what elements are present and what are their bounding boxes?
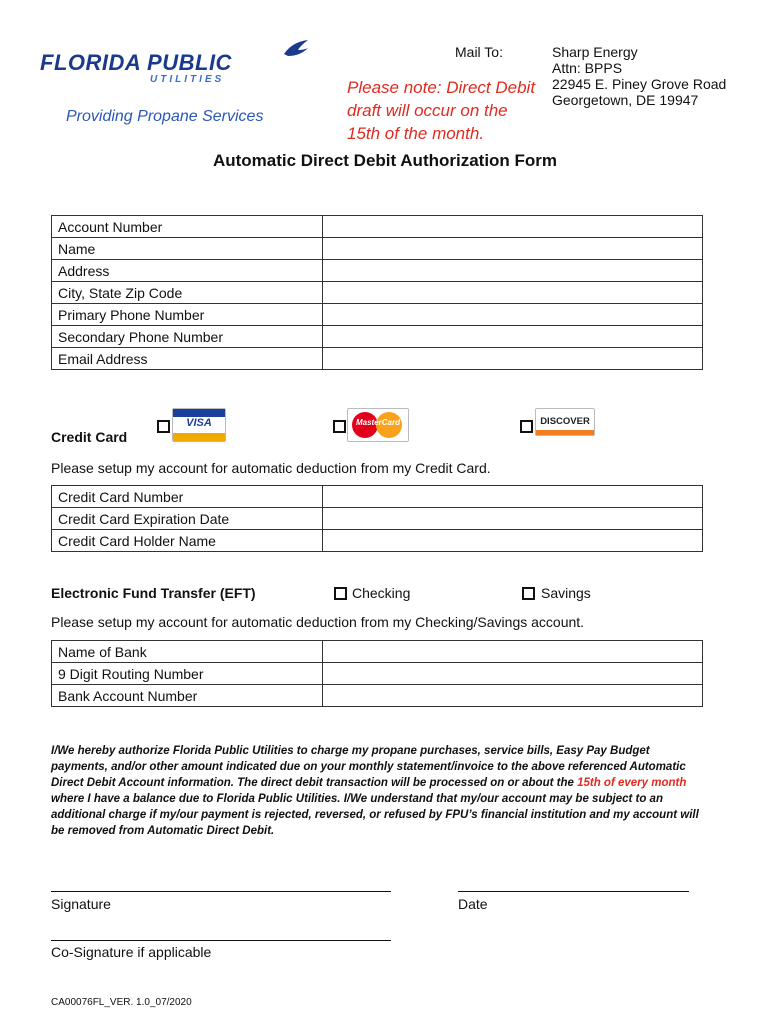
cosignature-line[interactable] — [51, 940, 391, 941]
table-row — [52, 326, 703, 348]
address-line: 22945 E. Piney Grove Road — [552, 76, 727, 92]
routing-number-input[interactable] — [323, 663, 703, 685]
field-label: Email Address — [52, 348, 323, 370]
mastercard-checkbox[interactable] — [333, 420, 346, 433]
address-line: Sharp Energy — [552, 44, 638, 60]
visa-checkbox[interactable] — [157, 420, 170, 433]
field-label: Credit Card Number — [52, 486, 323, 508]
table-row — [52, 508, 703, 530]
field-label: Name of Bank — [52, 641, 323, 663]
field-label: Secondary Phone Number — [52, 326, 323, 348]
mailing-address — [552, 44, 726, 108]
form-title: Automatic Direct Debit Authorization Form — [212, 151, 558, 170]
bank-name-input[interactable] — [323, 641, 703, 663]
field-label: Credit Card Holder Name — [52, 530, 323, 552]
address-line: Georgetown, DE 19947 — [552, 92, 699, 108]
savings-checkbox[interactable] — [522, 587, 535, 600]
field-label: Account Number — [52, 216, 323, 238]
table-row — [52, 663, 703, 685]
company-tagline: Providing Propane Services — [66, 108, 264, 125]
table-row — [52, 348, 703, 370]
secondary-phone-input[interactable] — [323, 326, 703, 348]
table-row — [52, 641, 703, 663]
company-logo-wordmark: FLORIDA PUBLIC — [40, 50, 232, 75]
bird-logo-icon — [282, 38, 310, 60]
eft-instruction: Please setup my account for automatic deduction from my Checking/Savings account. — [51, 614, 585, 630]
draft-date-note: Please note: Direct Debit draft will occur on the 15th of the month. — [347, 78, 536, 143]
account-info-table — [51, 215, 703, 370]
table-row — [52, 238, 703, 260]
date-line[interactable] — [458, 891, 689, 892]
field-label: Address — [52, 260, 323, 282]
visa-card-icon — [172, 408, 226, 442]
address-line: Attn: BPPS — [552, 60, 623, 76]
discover-logo-text: DISCOVER — [540, 416, 590, 427]
field-label: 9 Digit Routing Number — [52, 663, 323, 685]
cosignature-label: Co-Signature if applicable — [51, 944, 212, 960]
field-label: Primary Phone Number — [52, 304, 323, 326]
signature-label: Signature — [51, 896, 111, 912]
authorization-text: where I have a balance due to Florida Public Utilities. I/We understand that my/our account may be subject to an additional charge if my/our payment is rejected, reversed, or refused by FPU’s financial institution and my account will be removed from Automatic Direct Debit. — [51, 793, 699, 837]
visa-logo-text: VISA — [186, 417, 212, 429]
eft-heading: Electronic Fund Transfer (EFT) — [51, 585, 256, 601]
form-version: CA00076FL_VER. 1.0_07/2020 — [51, 997, 192, 1008]
bank-account-input[interactable] — [323, 685, 703, 707]
card-number-input[interactable] — [323, 486, 703, 508]
mail-to-label: Mail To: — [455, 44, 503, 60]
address-input[interactable] — [323, 260, 703, 282]
field-label: Credit Card Expiration Date — [52, 508, 323, 530]
table-row — [52, 685, 703, 707]
city-state-zip-input[interactable] — [323, 282, 703, 304]
table-row — [52, 530, 703, 552]
table-row — [52, 216, 703, 238]
authorization-highlight: 15th of every month — [577, 777, 687, 789]
credit-card-heading: Credit Card — [51, 429, 128, 445]
mastercard-card-icon — [347, 408, 409, 442]
authorization-statement — [51, 743, 701, 839]
field-label: Bank Account Number — [52, 685, 323, 707]
primary-phone-input[interactable] — [323, 304, 703, 326]
name-input[interactable] — [323, 238, 703, 260]
table-row — [52, 282, 703, 304]
checking-checkbox[interactable] — [334, 587, 347, 600]
credit-card-instruction: Please setup my account for automatic deduction from my Credit Card. — [51, 460, 491, 476]
date-label: Date — [458, 896, 488, 912]
field-label: City, State Zip Code — [52, 282, 323, 304]
authorization-text: I/We hereby authorize Florida Public Utilities to charge my propane purchases, service bills, Easy Pay Budget payments, and/or other amount indicated due on your monthly statement/invoice to the above referenced Automatic Direct Debit Account information. The direct debit transaction will be processed on or about the — [51, 745, 686, 789]
discover-card-icon — [535, 408, 595, 436]
table-row — [52, 486, 703, 508]
email-input[interactable] — [323, 348, 703, 370]
checking-label: Checking — [352, 585, 411, 601]
field-label: Name — [52, 238, 323, 260]
table-row — [52, 304, 703, 326]
account-number-input[interactable] — [323, 216, 703, 238]
credit-card-table — [51, 485, 703, 552]
bank-info-table — [51, 640, 703, 707]
mastercard-logo-text: MasterCard — [355, 418, 400, 427]
card-expiration-input[interactable] — [323, 508, 703, 530]
signature-line[interactable] — [51, 891, 391, 892]
savings-label: Savings — [541, 585, 591, 601]
company-logo-subtitle: UTILITIES — [150, 74, 225, 85]
card-holder-input[interactable] — [323, 530, 703, 552]
discover-checkbox[interactable] — [520, 420, 533, 433]
table-row — [52, 260, 703, 282]
